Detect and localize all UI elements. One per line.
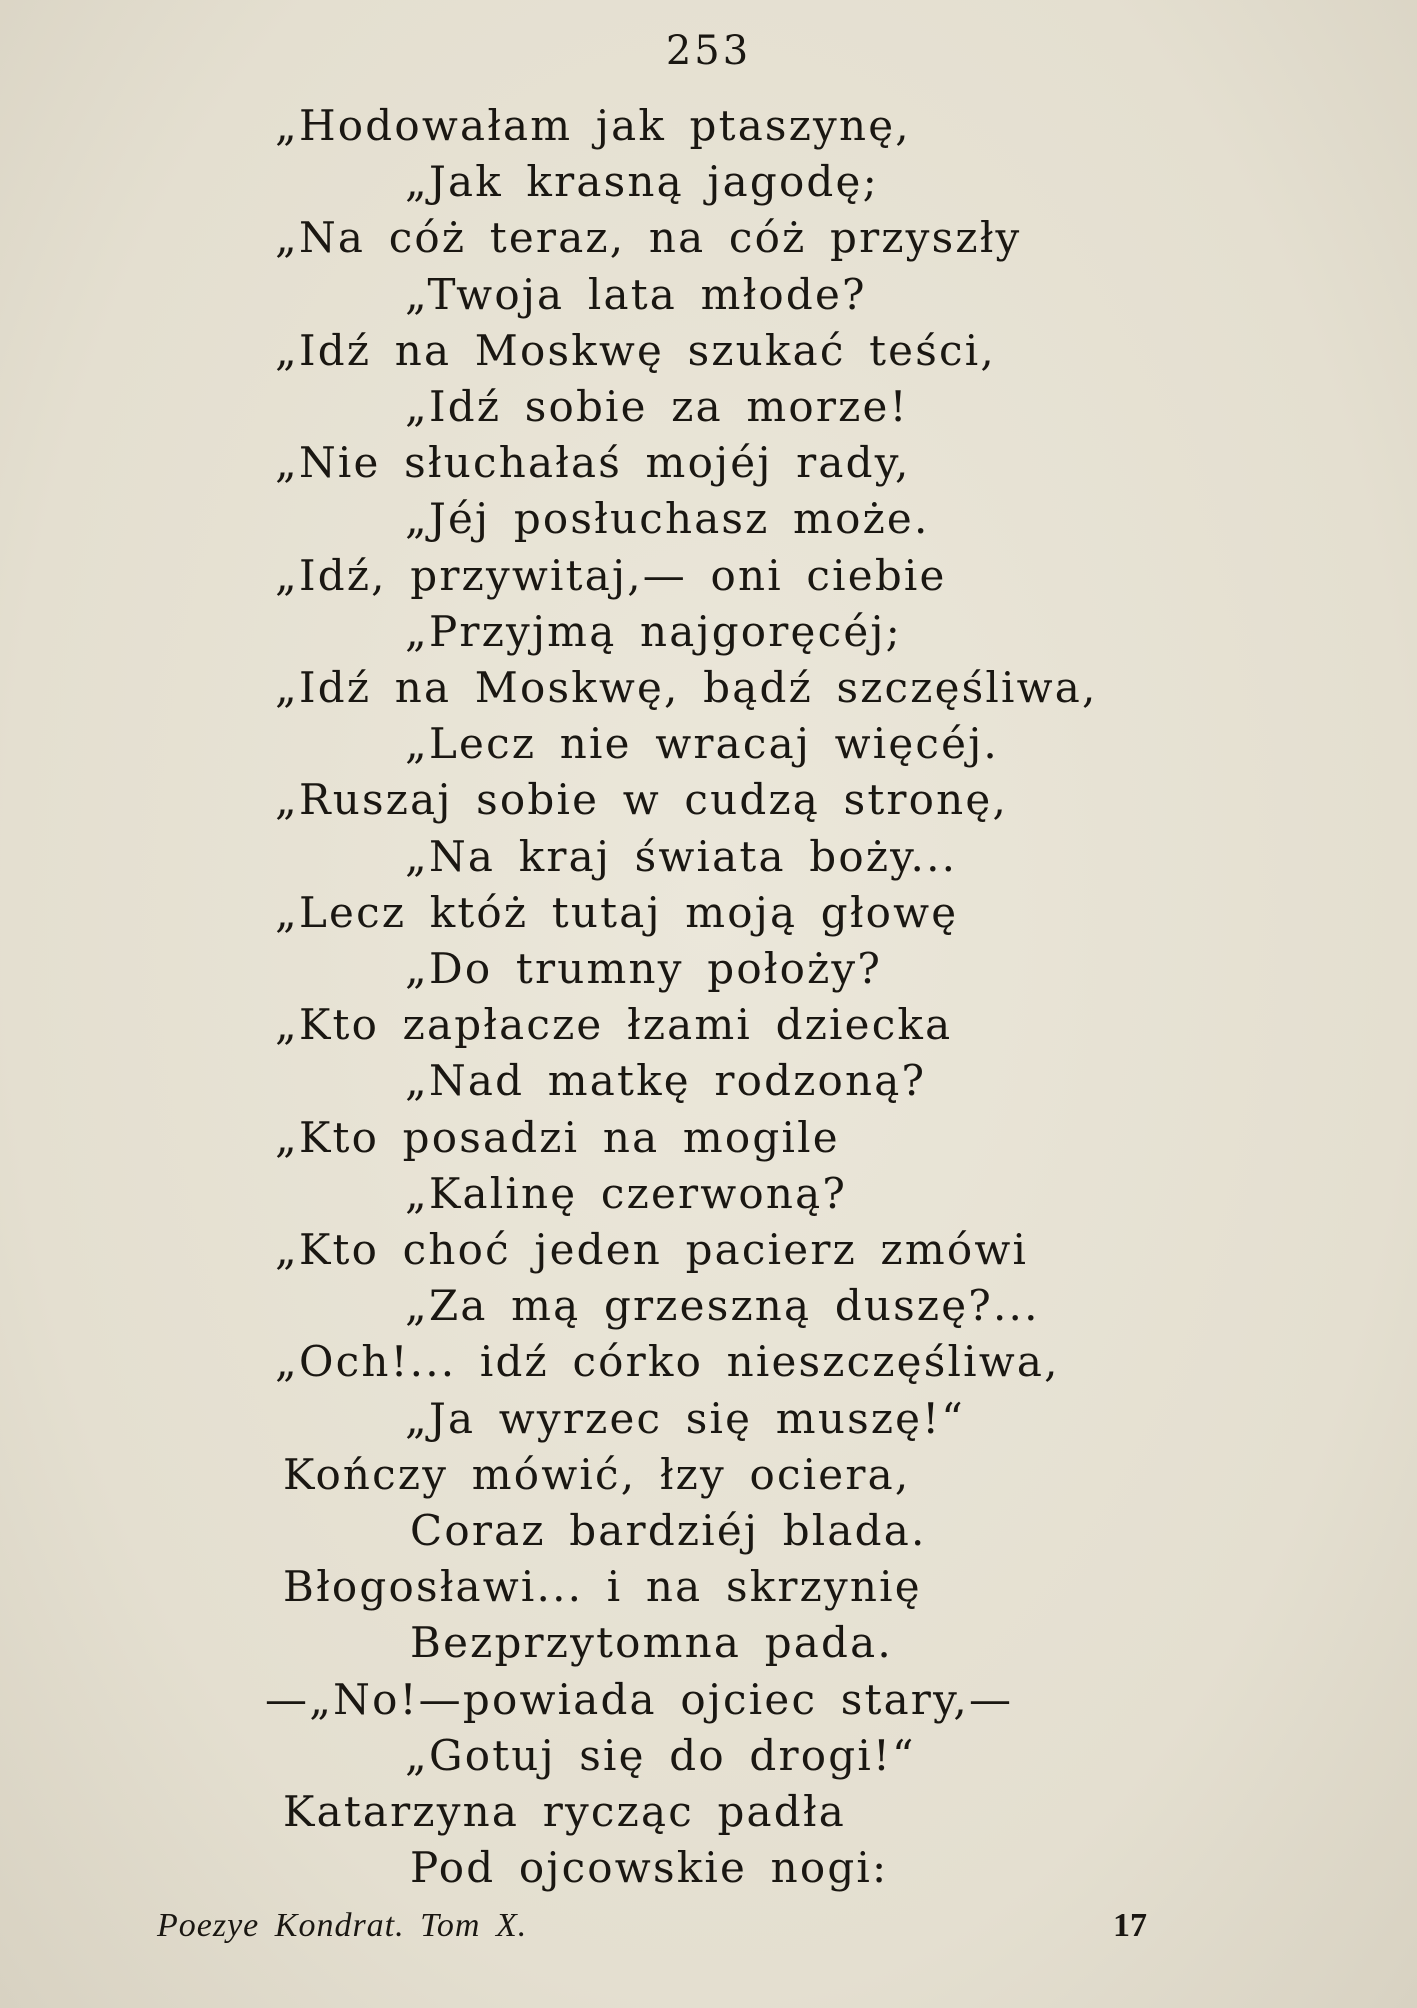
poem-line: „Idź, przywitaj,— oni ciebie [275,550,947,600]
poem-line: „Na cóż teraz, na cóż przyszły [275,213,1022,263]
poem-line: Bezprzytomna pada. [410,1618,893,1668]
poem-line: „Na kraj świata boży... [405,831,958,881]
poem-line: Katarzyna rycząc padła [283,1787,846,1836]
poem-line: „Och!... idź córko nieszczęśliwa, [275,1337,1060,1387]
poem-line: „Idź sobie za morze! [405,382,909,431]
poem-line: „Idź na Moskwę szukać teści, [275,325,996,375]
poem-line: „Gotuj się do drogi!“ [405,1730,916,1780]
poem-line: „Ja wyrzec się muszę!“ [405,1393,965,1443]
poem-line: „Lecz nie wracaj więcéj. [405,719,999,769]
poem-line: „Za mą grzeszną duszę?... [405,1281,1040,1331]
poem-line: „Przyjmą najgoręcéj; [405,606,902,656]
poem-line: Pod ojcowskie nogi: [410,1843,889,1893]
poem-line: „Kto zapłacze łzami dziecka [275,1000,953,1050]
poem-line: Błogosławi... i na skrzynię [283,1562,922,1612]
poem-line: —„No!—powiada ojciec stary,— [265,1674,1014,1724]
footer-signature-number: 17 [1113,1907,1147,1944]
poem-line: „Jéj posłuchasz może. [405,494,930,544]
poem-line: „Ruszaj sobie w cudzą stronę, [275,775,1009,825]
poem-line: „Kto choć jeden pacierz zmówi [275,1225,1029,1274]
poem-line: „Nad matkę rodzoną? [405,1056,927,1106]
poem-line: „Lecz któż tutaj moją głowę [275,887,959,937]
poem-line: Coraz bardziéj blada. [410,1506,927,1555]
poem-line: „Hodowałam jak ptaszynę, [275,101,911,150]
poem-line: „Twoja lata młode? [405,269,867,319]
poem-line: „Nie słuchałaś mojéj rady, [275,438,911,488]
footer-book-title: Poezye Kondrat. Tom X. [157,1907,528,1944]
poem-line: „Do trumny położy? [405,944,883,993]
page-number: 253 [665,28,752,74]
poem-line: Kończy mówić, łzy ociera, [283,1449,911,1499]
poem-line: „Idź na Moskwę, bądź szczęśliwa, [275,663,1098,712]
poem-line: „Jak krasną jagodę; [405,157,879,207]
poem-line: „Kalinę czerwoną? [405,1168,848,1218]
poem-line: „Kto posadzi na mogile [275,1112,840,1162]
